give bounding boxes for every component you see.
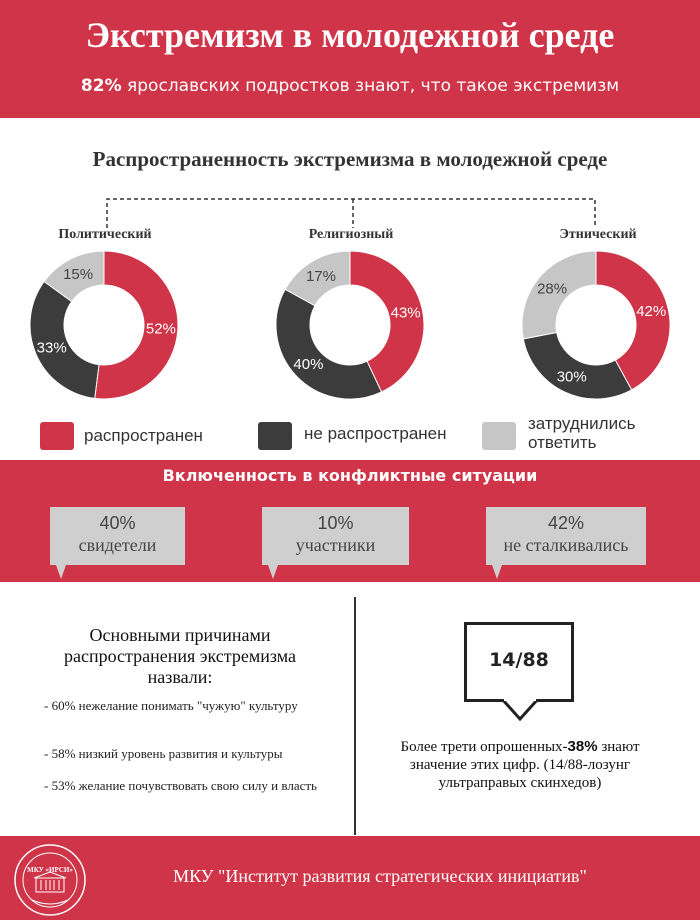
prevalence-title: Распространенность экстремизма в молодежной среде <box>92 147 608 171</box>
institute-logo <box>12 842 88 918</box>
chart-title-political: Политический <box>58 227 152 242</box>
code-text-highlight: 38% <box>567 738 598 755</box>
legend-label-hard <box>528 414 635 452</box>
header-banner <box>0 0 700 118</box>
chart-legend <box>0 414 700 454</box>
bubble-label: свидетели <box>78 535 157 555</box>
slice-label: 40% <box>293 356 324 374</box>
legend-label-spread: распространен <box>84 426 203 445</box>
subtitle-text: ярославских подростков знают, что такое экстремизм <box>121 76 620 96</box>
page-subtitle <box>0 76 700 96</box>
code-speech-box <box>464 622 574 702</box>
donut-chart-political <box>29 250 179 400</box>
column-divider <box>354 597 356 835</box>
logo-text: МКУ «ИРСИ» <box>27 866 73 874</box>
code-text-after: знают значение этих цифр. (14/88-лозунг ультраправых скинхедов) <box>409 739 640 791</box>
reason-item: - 60% нежелание понимать "чужую" культуру <box>44 698 298 713</box>
bubble-value: 10% <box>317 513 354 533</box>
bubble-label: участники <box>295 535 376 555</box>
bubble-label: не сталкивались <box>503 535 629 555</box>
slice-not-spread <box>276 289 382 399</box>
legend-swatch-not-spread <box>258 422 292 450</box>
reasons-title: Основными причинами распространения экстремизма назвали: <box>63 625 296 687</box>
code-text-before: Более трети опрошенных- <box>400 739 568 755</box>
reason-item: - 53% желание почувствовать свою силу и власть <box>44 778 317 793</box>
slice-label: 33% <box>36 339 67 357</box>
bubble-value: 40% <box>99 513 136 533</box>
code-description <box>385 738 655 792</box>
reason-item: - 58% низкий уровень развития и культуры <box>44 746 283 761</box>
subtitle-highlight: 82% <box>80 76 122 96</box>
conflict-bubble-participants <box>262 507 409 565</box>
code-speech-tail <box>500 699 540 721</box>
donut-chart-ethnic <box>521 250 671 400</box>
bubble-tail <box>56 565 66 579</box>
bubble-value: 42% <box>547 513 585 533</box>
chart-title-ethnic: Этнический <box>559 227 637 242</box>
slice-not-spread <box>523 332 631 399</box>
slice-label: 28% <box>537 280 568 298</box>
legend-swatch-hard <box>482 422 516 450</box>
donut-chart-religious <box>275 250 425 400</box>
conflict-title: Включенность в конфликтные ситуации <box>162 466 538 485</box>
chart-title-religious: Религиозный <box>308 227 394 242</box>
slice-label: 42% <box>636 302 667 320</box>
footer-text: МКУ "Институт развития стратегических инициатив" <box>173 866 587 886</box>
conflict-bubble-witnesses <box>50 507 185 565</box>
slice-label: 43% <box>390 304 421 322</box>
conflict-bubble-none <box>486 507 646 565</box>
slice-label: 52% <box>145 320 176 338</box>
slice-label: 30% <box>556 368 587 386</box>
legend-label-not-spread: не распространен <box>304 424 447 443</box>
bubble-tail <box>492 565 502 579</box>
legend-label-hard-line2: ответить <box>528 433 597 452</box>
code-value: 14/88 <box>489 649 549 671</box>
bubble-tail <box>268 565 278 579</box>
slice-label: 15% <box>63 266 94 284</box>
page-title: Экстремизм в молодежной среде <box>85 15 615 55</box>
slice-label: 17% <box>305 267 337 285</box>
legend-swatch-spread <box>40 422 74 450</box>
legend-label-hard-line1: затруднились <box>528 414 636 433</box>
